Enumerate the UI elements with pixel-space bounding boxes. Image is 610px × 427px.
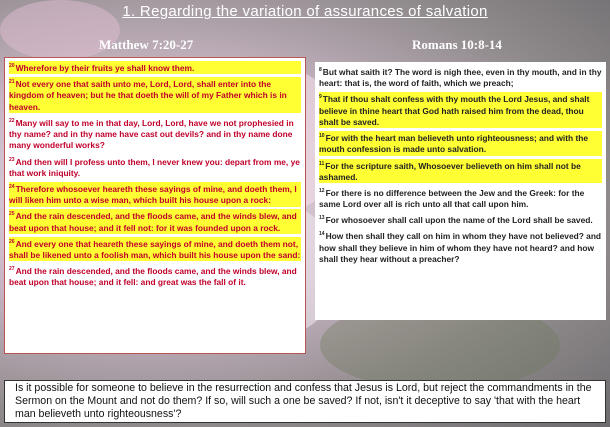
verse-text: Many will say to me in that day, Lord, Lord, have we not prophesied in thy name? and in thy name have cast out devils? and in thy name done many wonderful works?	[9, 117, 294, 151]
verse-number: 11	[319, 160, 325, 167]
verse-text: That if thou shalt confess with thy mouth the Lord Jesus, and shalt believe in thine heart that God hath raised him from the dead, thou shalt be saved.	[319, 94, 590, 128]
verse-number: 27	[9, 266, 15, 273]
verse-number: 24	[9, 184, 15, 191]
verse-number: 13	[319, 215, 325, 222]
verse	[9, 264, 301, 289]
left-passage-heading: Matthew 7:20-27	[99, 37, 194, 52]
verse	[9, 209, 301, 234]
verse-text: How then shall they call on him in whom they have not believed? and how shall they believe in him of whom they have not heard? and how shall they hear without a preacher?	[319, 231, 602, 265]
verse-text: But what saith it? The word is nigh thee, even in thy mouth, and in thy heart: that is, the word of faith, which we preach;	[319, 66, 602, 89]
verse	[319, 65, 602, 90]
page-title: 1. Regarding the variation of assurances of salvation	[122, 3, 488, 20]
verse	[319, 213, 602, 226]
verse	[9, 237, 301, 262]
verse-text: For with the heart man believeth unto righteousness; and with the mouth confession is made unto salvation.	[319, 133, 589, 155]
verse-number: 26	[9, 238, 15, 245]
verse-number: 14	[319, 231, 325, 238]
verse-text: And every one that heareth these sayings of mine, and doeth them not, shall be likened unto a foolish man, which built his house upon the sand:	[9, 238, 301, 261]
verse	[9, 116, 301, 152]
verse-number: 23	[9, 156, 15, 163]
verse	[319, 186, 602, 211]
verse	[319, 159, 602, 184]
verse	[9, 61, 301, 74]
verse-text: Therefore whosoever heareth these sayings of mine, and doeth them, I will liken him unto a wise man, which built his house upon a rock:	[9, 183, 297, 206]
verse-number: 25	[9, 211, 15, 218]
verse	[319, 92, 602, 128]
verse-number: 9	[319, 94, 322, 101]
verse-text: And the rain descended, and the floods came, and the winds blew, and beat upon that house; and it fell: and great was the fall of it.	[9, 266, 297, 288]
verse-text: Wherefore by their fruits ye shall know them.	[15, 62, 195, 73]
verse-text: For there is no difference between the Jew and the Greek: for the same Lord over all is rich unto all that call upon him.	[319, 187, 585, 210]
verse-number: 12	[319, 188, 325, 195]
verse-number: 20	[9, 63, 15, 69]
verse-text: And the rain descended, and the floods came, and the winds blew, and beat upon that house; and it fell not: for it was founded upon a rock.	[9, 211, 297, 233]
verse-number: 21	[9, 79, 15, 85]
verse-number: 22	[9, 117, 15, 124]
verse	[9, 155, 301, 180]
right-passage-heading: Romans 10:8-14	[412, 37, 502, 52]
verse-number: 10	[319, 133, 325, 140]
romans-passage-panel	[315, 62, 606, 320]
verse-text: For the scripture saith, Whosoever believeth on him shall not be ashamed.	[319, 160, 581, 182]
verse	[319, 229, 602, 265]
verse-number: 8	[319, 67, 322, 73]
verse-text: For whosoever shall call upon the name of the Lord shall be saved.	[325, 215, 593, 226]
verse-text: And then will I profess unto them, I never knew you: depart from me, ye that work iniquity.	[9, 156, 300, 178]
discussion-question: Is it possible for someone to believe in the resurrection and confess that Jesus is Lord, but reject the commandments in the Sermon on the Mount and not do them? If so, will such a one be saved? If not, isn't it deceptive to say 'that with the heart man believeth unto righteousness'?	[4, 380, 606, 423]
matthew-passage-panel	[4, 57, 306, 354]
verse	[319, 131, 602, 156]
verse	[9, 182, 301, 207]
verse-text: Not every one that saith unto me, Lord, Lord, shall enter into the kingdom of heaven; but he that doeth the will of my Father which is in heaven.	[9, 78, 287, 112]
verse	[9, 77, 301, 113]
